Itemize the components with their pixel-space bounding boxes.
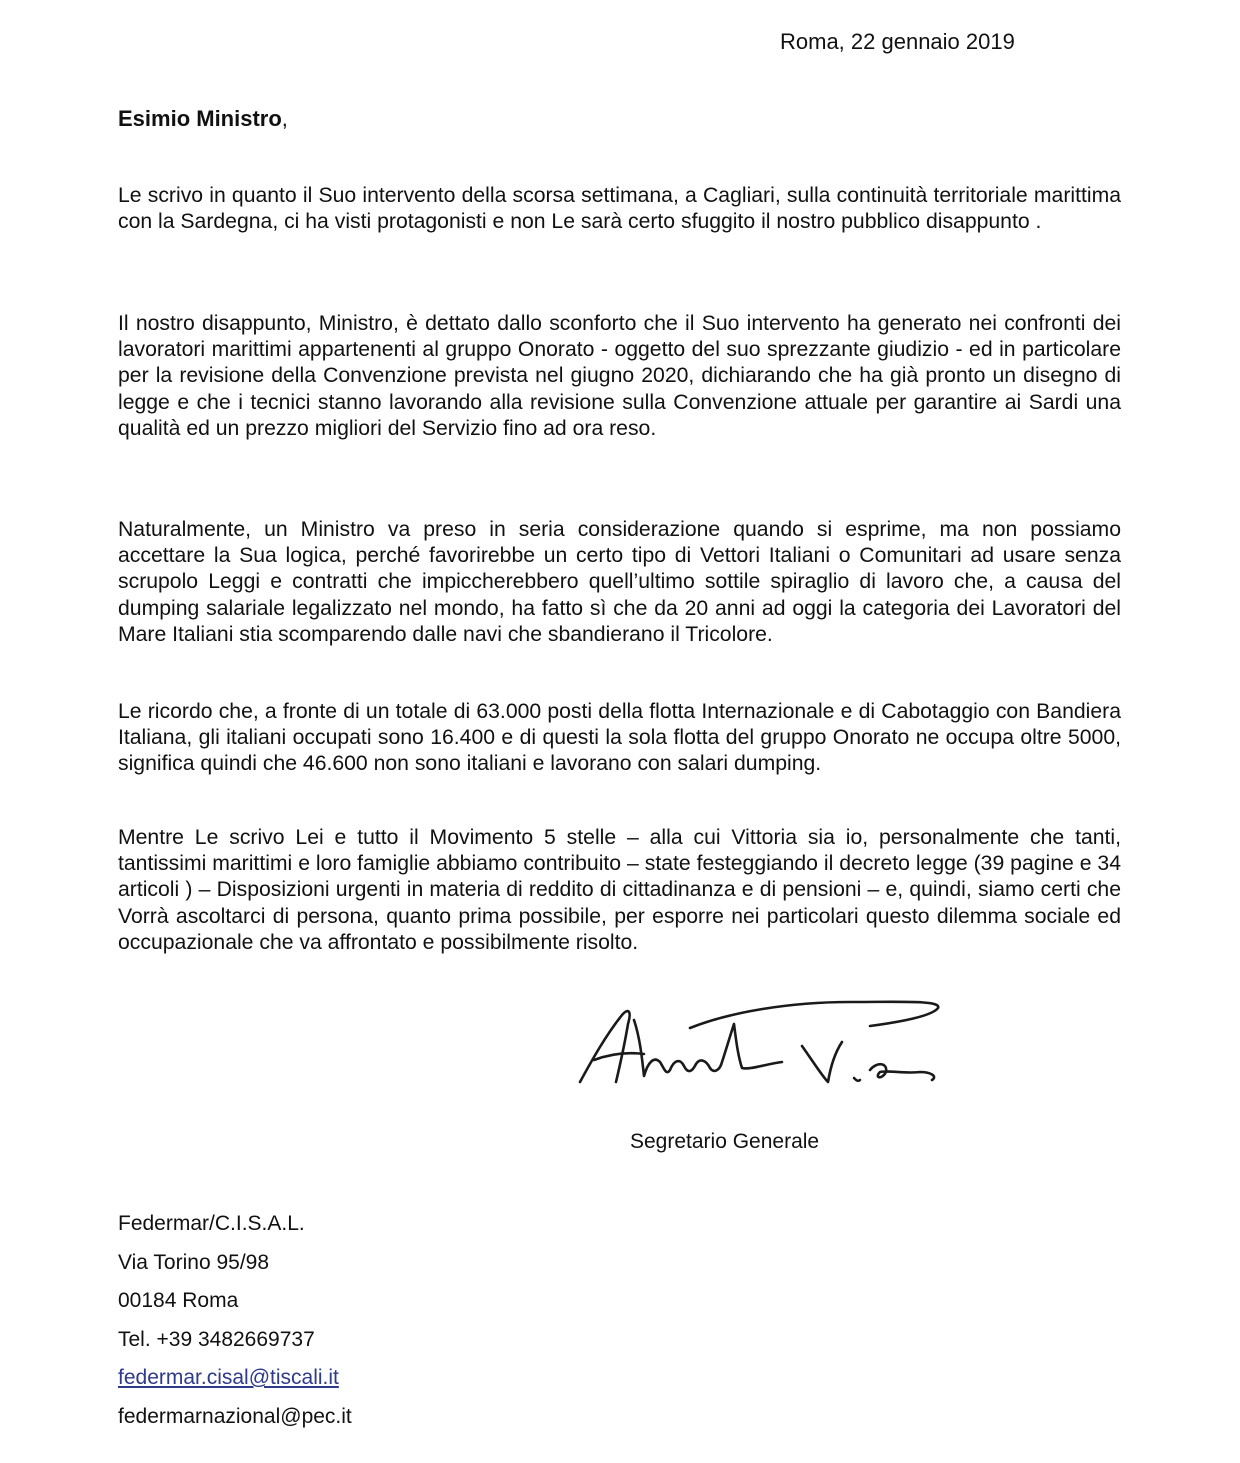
contact-email-link[interactable]: federmar.cisal@tiscali.it [118, 1366, 339, 1389]
body-paragraph-2: Il nostro disappunto, Ministro, è dettato dallo sconforto che il Suo intervento ha generato nei confronti dei lavoratori marittimi appartenenti al gruppo Onorato - oggetto del suo sprezzante giudizio - ed in particolare per la revisione della Convenzione prevista nel giugno 2020, dichiarando che ha già pronto un disegno di legge e che i tecnici stanno lavorando alla revisione sulla Convenzione attuale per garantire ai Sardi una qualità ed un prezzo migliori del Servizio fino ad ora reso. [118, 312, 1121, 440]
sender-contacts [118, 1205, 352, 1436]
body-paragraph-1: Le scrivo in quanto il Suo intervento della scorsa settimana, a Cagliari, sulla continuità territoriale marittima con la Sardegna, ci ha visti protagonisti e non Le sarà certo sfuggito il nostro pubblico disappunto . [118, 184, 1121, 234]
contact-organization: Federmar/C.I.S.A.L. [118, 1212, 305, 1235]
body-paragraph-3: Naturalmente, un Ministro va preso in seria considerazione quando si esprime, ma non possiamo accettare la Sua logica, perché favorirebbe un certo tipo di Vettori Italiani o Comunitari ad usare senza scrupolo Leggi e contratti che impiccherebbero quell’ultimo sottile spiraglio di lavoro che, a causa del dumping salariale legalizzato nel mondo, ha fatto sì che da 20 anni ad oggi la categoria dei Lavoratori del Mare Italiani stia scomparendo dalle navi che sbandierano il Tricolore. [118, 518, 1121, 646]
letter-date: Roma, 22 gennaio 2019 [780, 29, 1015, 54]
contact-street: Via Torino 95/98 [118, 1250, 270, 1274]
signature-drawing [570, 990, 950, 1100]
salutation [118, 105, 288, 133]
body-paragraph-4: Le ricordo che, a fronte di un totale di 63.000 posti della flotta Internazionale e di Cabotaggio con Bandiera Italiana, gli italiani occupati sono 16.400 e di questi la sola flotta del gruppo Onorato ne occupa oltre 5000, significa quindi che 46.600 non sono italiani e lavorano con salari dumping. [118, 700, 1121, 776]
signer-role: Segretario Generale [630, 1130, 820, 1153]
handwritten-signature [570, 990, 950, 1100]
salutation-punctuation: , [281, 106, 288, 131]
body-paragraph-5: Mentre Le scrivo Lei e tutto il Movimento 5 stelle – alla cui Vittoria sia io, personalmente che tanti, tantissimi marittimi e loro famiglie abbiamo contribuito – state festeggiando il decreto legge (39 pagine e 34 articoli ) – Disposizioni urgenti in materia di reddito di cittadinanza e di pensioni – e, quindi, siamo certi che Vorrà ascoltarci di persona, quanto prima possibile, per esporre nei particolari questo dilemma sociale ed occupazionale che va affrontato e possibilmente risolto. [118, 826, 1121, 954]
salutation-name: Esimio Ministro [118, 106, 282, 131]
contact-city: 00184 Roma [118, 1289, 239, 1312]
contact-phone: Tel. +39 3482669737 [118, 1327, 315, 1351]
contact-pec: federmarnazional@pec.it [118, 1404, 352, 1428]
